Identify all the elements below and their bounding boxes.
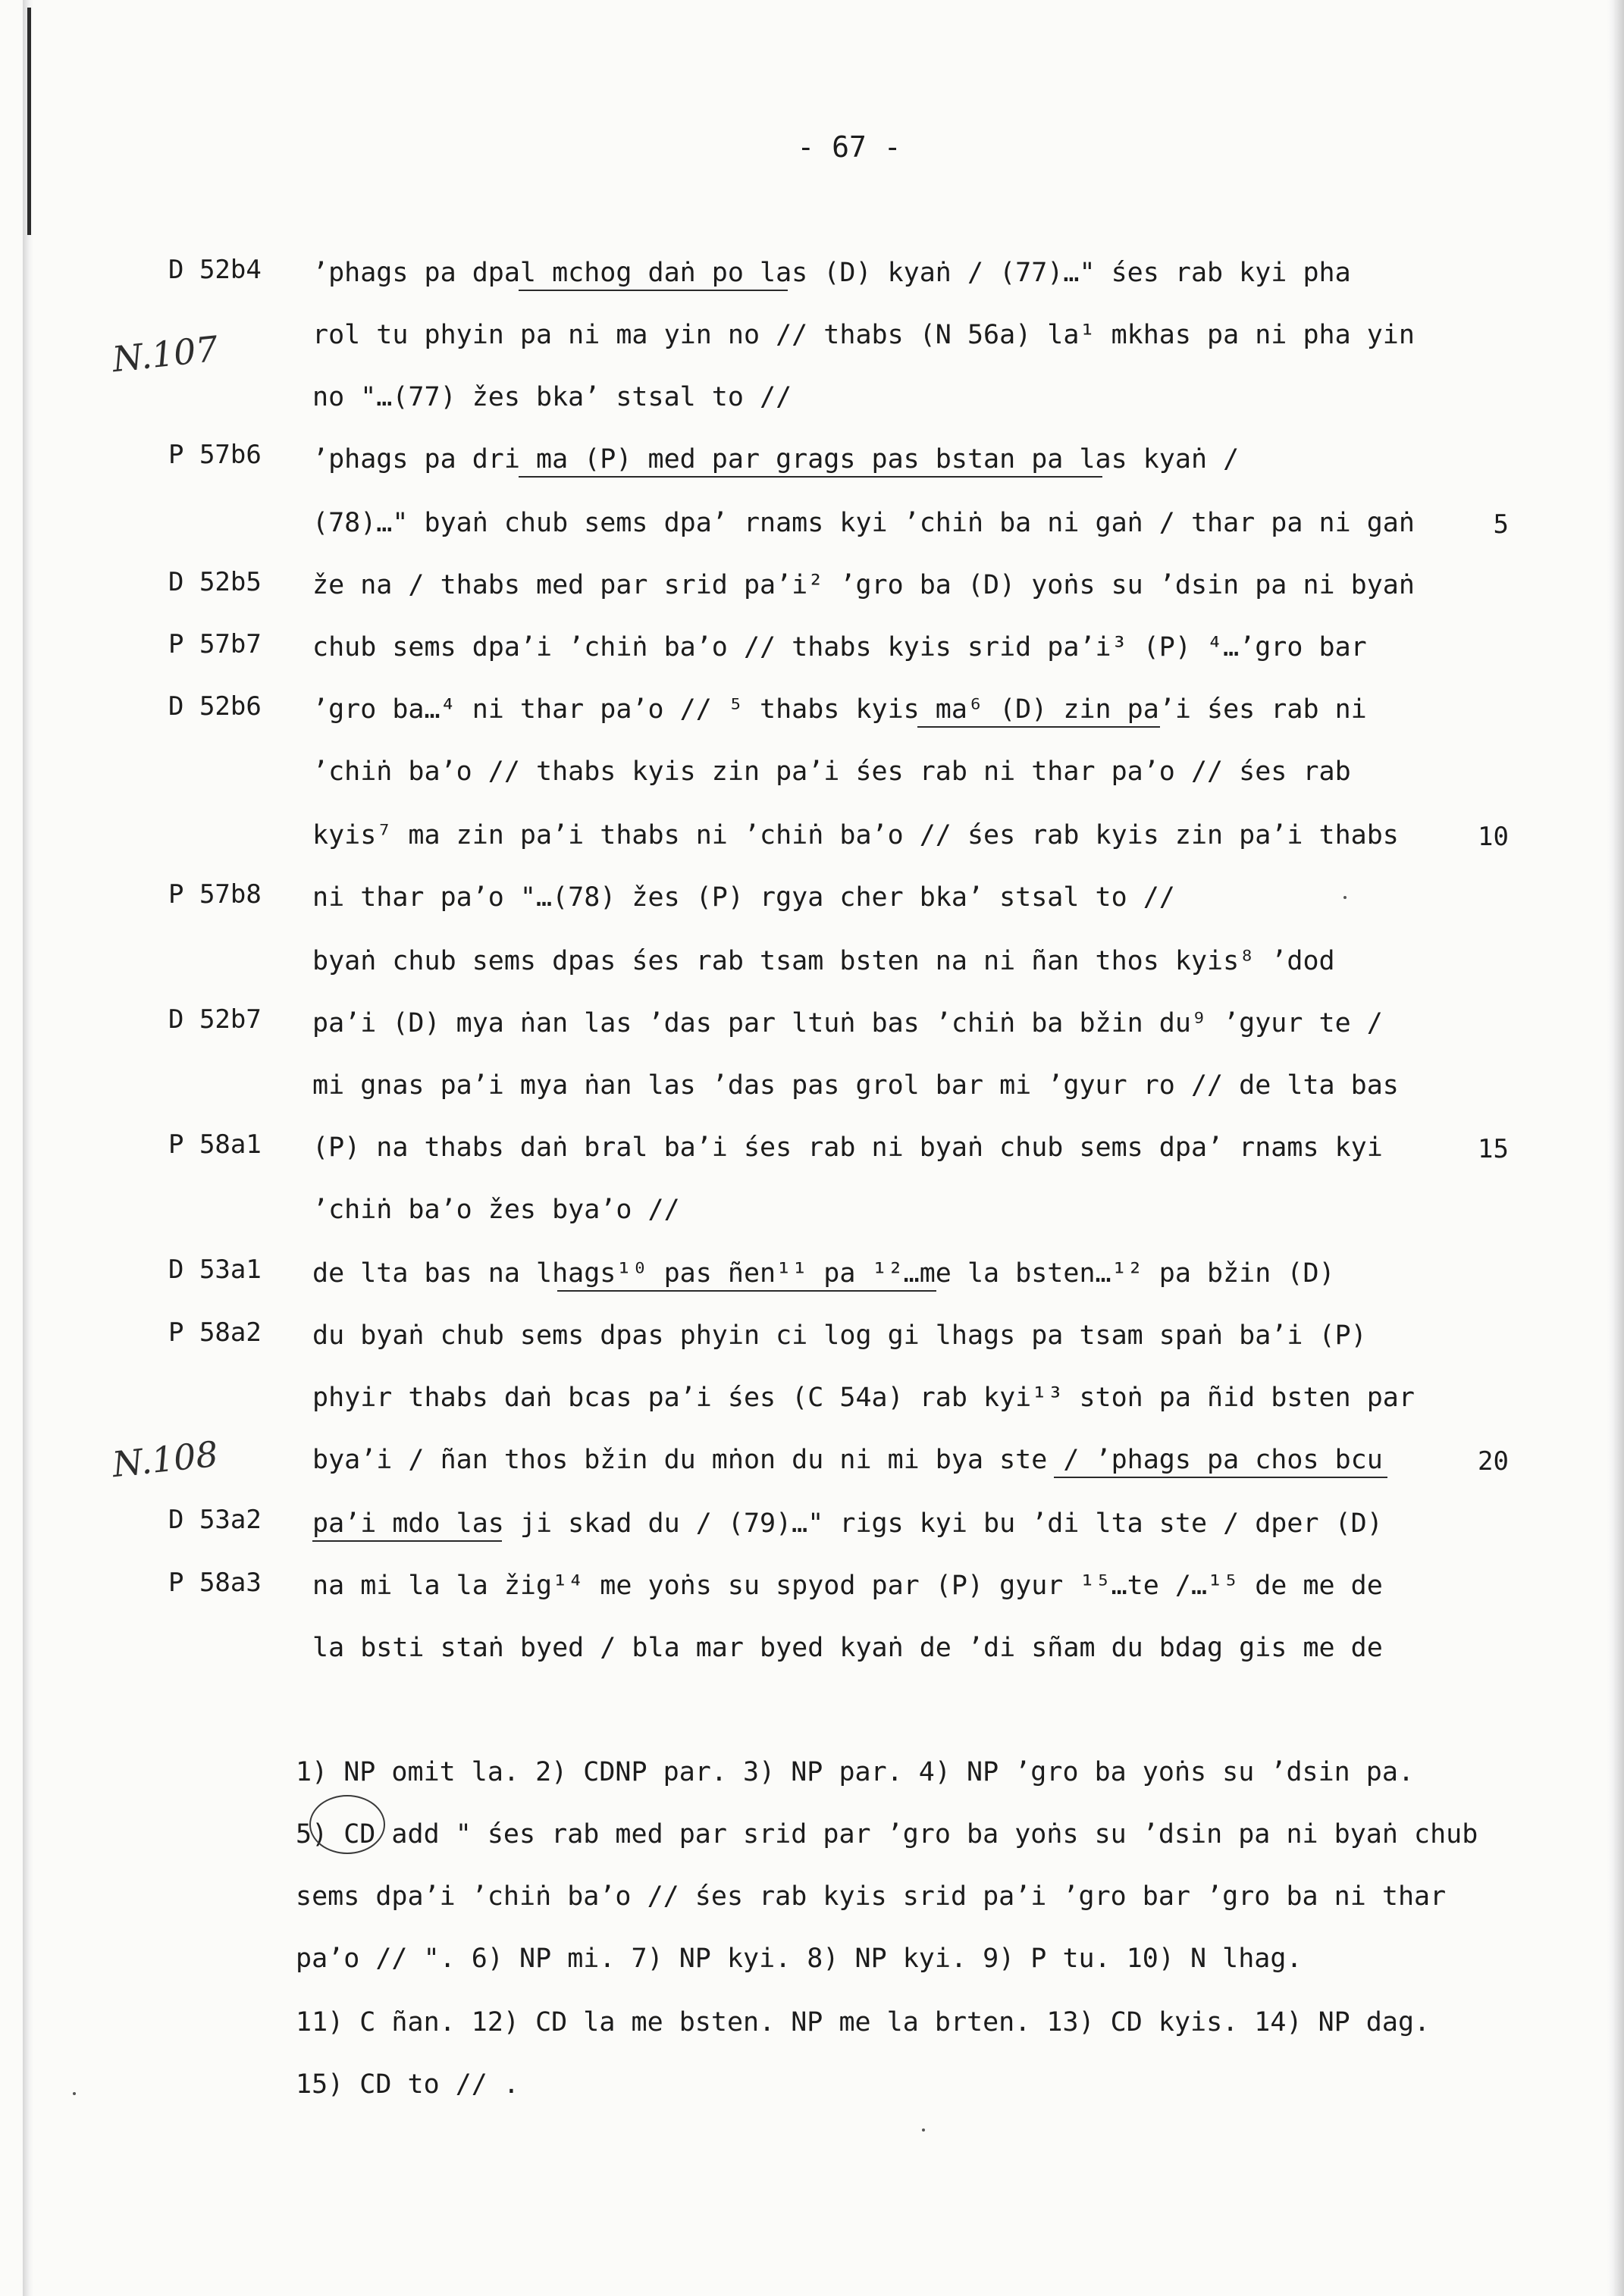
scan-binding-mark (27, 8, 31, 235)
scan-speck (1343, 896, 1347, 899)
title-underline (917, 726, 1160, 728)
text-line: du byaṅ chub sems dpas phyin ci log gi lhags pa tsam spaṅ ba’i (P) (312, 1320, 1367, 1351)
scan-edge-right (1607, 0, 1624, 2296)
text-line: la bsti staṅ byed / bla mar byed kyaṅ de ’di sñam du bdag gis me de (312, 1633, 1383, 1663)
scan-edge-left (23, 0, 33, 2296)
line-number: 5 (1493, 509, 1509, 540)
line-number: 20 (1478, 1446, 1509, 1477)
title-underline (519, 476, 1102, 478)
line-number: 15 (1478, 1134, 1509, 1164)
text-line: chub sems dpa’i ’chiṅ ba’o // thabs kyis srid pa’i³ (P) ⁴…’gro bar (312, 632, 1367, 662)
title-underline (557, 1290, 936, 1292)
folio-ref: D 53a2 (168, 1505, 262, 1535)
text-line: pa’i (D) mya ṅan las ’das par ltuṅ bas ’chiṅ ba bžin du⁹ ’gyur te / (312, 1008, 1383, 1038)
handwritten-circle-mark (309, 1795, 385, 1854)
folio-ref: D 53a1 (168, 1254, 262, 1285)
text-line: bya’i / ñan thos bžin du mṅon du ni mi bya ste / ’phags pa chos bcu (312, 1445, 1383, 1475)
folio-ref: D 52b5 (168, 567, 262, 597)
scan-speck (73, 2092, 76, 2095)
text-line: ’chiṅ ba’o // thabs kyis zin pa’i śes rab ni thar pa’o // śes rab (312, 756, 1351, 787)
text-line: že na / thabs med par srid pa’i² ’gro ba (D) yoṅs su ’dsin pa ni byaṅ (312, 570, 1415, 600)
text-line: kyis⁷ ma zin pa’i thabs ni ’chiṅ ba’o // śes rab kyis zin pa’i thabs (312, 820, 1399, 850)
folio-ref: P 57b8 (168, 879, 262, 910)
folio-ref: P 58a3 (168, 1568, 262, 1598)
folio-ref: P 58a1 (168, 1129, 262, 1160)
text-line: phyir thabs daṅ bcas pa’i śes (C 54a) rab kyi¹³ stoṅ pa ñid bsten par (312, 1383, 1415, 1413)
line-number: 10 (1478, 822, 1509, 852)
folio-ref: D 52b7 (168, 1004, 262, 1035)
text-line: ’phags pa dri ma (P) med par grags pas bstan pa las kyaṅ / (312, 444, 1240, 475)
folio-ref: D 52b4 (168, 255, 262, 285)
title-underline (519, 290, 788, 291)
footnote-line: 1) NP omit la. 2) CDNP par. 3) NP par. 4) NP ’gro ba yoṅs su ’dsin pa. (296, 1757, 1415, 1787)
text-line: na mi la la žig¹⁴ me yoṅs su spyod par (P) gyur ¹⁵…te /…¹⁵ de me de (312, 1571, 1383, 1601)
text-line: (78)…" byaṅ chub sems dpa’ rnams kyi ’chiṅ ba ni gaṅ / thar pa ni gaṅ (312, 508, 1415, 538)
title-underline (312, 1540, 502, 1542)
footnote-line: 11) C ñan. 12) CD la me bsten. NP me la brten. 13) CD kyis. 14) NP dag. (296, 2007, 1431, 2038)
footnote-line: sems dpa’i ’chiṅ ba’o // śes rab kyis srid pa’i ’gro bar ’gro ba ni thar (296, 1881, 1447, 1912)
footnote-line: pa’o // ". 6) NP mi. 7) NP kyi. 8) NP kyi. 9) P tu. 10) N lhag. (296, 1944, 1303, 1974)
text-line: byaṅ chub sems dpas śes rab tsam bsten na ni ñan thos kyis⁸ ’dod (312, 946, 1335, 976)
text-line: rol tu phyin pa ni ma yin no // thabs (N 56a) la¹ mkhas pa ni pha yin (312, 320, 1415, 350)
text-line: pa’i mdo las ji skad du / (79)…" rigs kyi bu ’di lta ste / dper (D) (312, 1508, 1383, 1539)
margin-note-n107: N.107 (110, 327, 221, 381)
text-line: mi gnas pa’i mya ṅan las ’das pas grol bar mi ’gyur ro // de lta bas (312, 1070, 1399, 1101)
margin-note-n108: N.108 (110, 1433, 221, 1486)
footnote-line: 15) CD to // . (296, 2069, 520, 2100)
text-line: ’chiṅ ba’o žes bya’o // (312, 1195, 680, 1225)
footnote-line: 5) CD add " śes rab med par srid par ’gro ba yoṅs su ’dsin pa ni byaṅ chub (296, 1819, 1478, 1850)
text-line: ’phags pa dpal mchog daṅ po las (D) kyaṅ / (77)…" śes rab kyi pha (312, 258, 1351, 288)
text-line: (P) na thabs daṅ bral ba’i śes rab ni byaṅ chub sems dpa’ rnams kyi (312, 1132, 1383, 1163)
title-underline (1054, 1477, 1387, 1478)
scan-speck (922, 2128, 925, 2132)
text-line: ’gro ba…⁴ ni thar pa’o // ⁵ thabs kyis ma⁶ (D) zin pa’i śes rab ni (312, 694, 1367, 725)
text-line: de lta bas na lhags¹⁰ pas ñen¹¹ pa ¹²…me la bsten…¹² pa bžin (D) (312, 1258, 1335, 1289)
folio-ref: P 57b6 (168, 440, 262, 470)
folio-ref: P 58a2 (168, 1317, 262, 1348)
folio-ref: P 57b7 (168, 629, 262, 659)
text-line: no "…(77) žes bka’ stsal to // (312, 382, 792, 412)
page-number: - 67 - (797, 130, 901, 164)
text-line: ni thar pa’o "…(78) žes (P) rgya cher bka’ stsal to // (312, 882, 1175, 913)
folio-ref: D 52b6 (168, 691, 262, 722)
